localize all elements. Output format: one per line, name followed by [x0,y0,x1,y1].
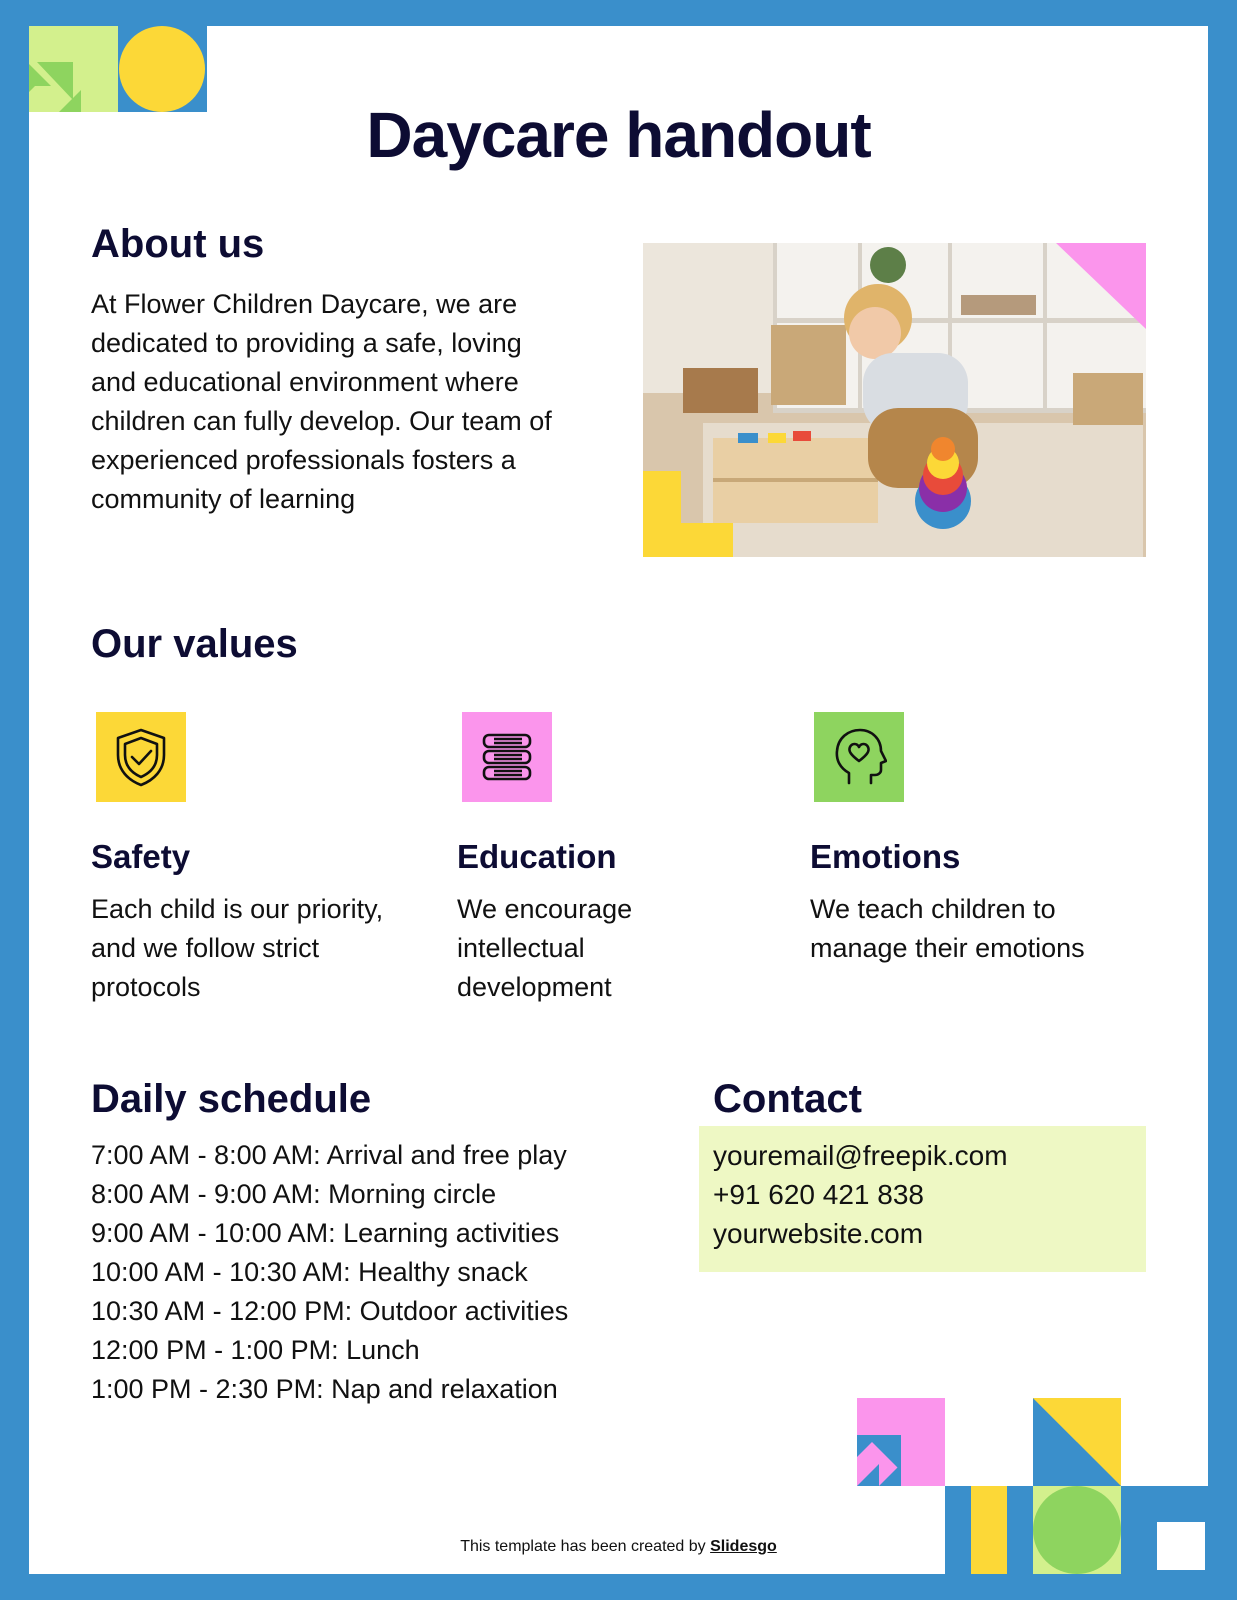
page-title: Daycare handout [366,99,871,171]
value-title-emotions: Emotions [810,838,961,875]
contact-email[interactable]: youremail@freepik.com [713,1140,1008,1171]
contact-heading: Contact [713,1077,862,1121]
values-heading: Our values [91,622,298,666]
contact-phone[interactable]: +91 620 421 838 [713,1179,924,1210]
value-text-emotions: We teach children to manage their emotions [810,894,1085,963]
schedule-item: 7:00 AM - 8:00 AM: Arrival and free play [91,1140,567,1170]
about-heading: About us [91,222,265,266]
schedule-item: 8:00 AM - 9:00 AM: Morning circle [91,1179,497,1209]
value-title-safety: Safety [91,838,191,875]
schedule-item: 12:00 PM - 1:00 PM: Lunch [91,1335,420,1365]
schedule-heading: Daily schedule [91,1077,372,1121]
schedule-item: 10:30 AM - 12:00 PM: Outdoor activities [91,1296,569,1326]
value-text-education: We encourage intellectual development [457,894,633,1002]
schedule-item: 9:00 AM - 10:00 AM: Learning activities [91,1218,560,1248]
schedule-list [91,1136,568,1409]
books-icon [462,712,552,802]
photo-corner-accents [643,243,1146,557]
value-text-safety: Each child is our priority, and we follow strict protocols [91,894,384,1002]
slidesgo-link[interactable]: Slidesgo [710,1538,777,1555]
value-title-education: Education [457,838,617,875]
about-text: At Flower Children Daycare, we are dedicated to providing a safe, loving and educational environment where children can fully develop. Our team of experienced professionals fosters a community of learning [91,289,552,514]
child-playing-photo [643,243,1146,557]
contact-details [713,1136,1008,1253]
contact-website[interactable]: yourwebsite.com [713,1218,924,1249]
footer-text: This template has been created by [460,1538,711,1555]
schedule-item: 1:00 PM - 2:30 PM: Nap and relaxation [91,1374,558,1404]
footer-credit [0,1538,1237,1556]
schedule-item: 10:00 AM - 10:30 AM: Healthy snack [91,1257,528,1287]
head-heart-icon [814,712,904,802]
shield-check-icon [96,712,186,802]
